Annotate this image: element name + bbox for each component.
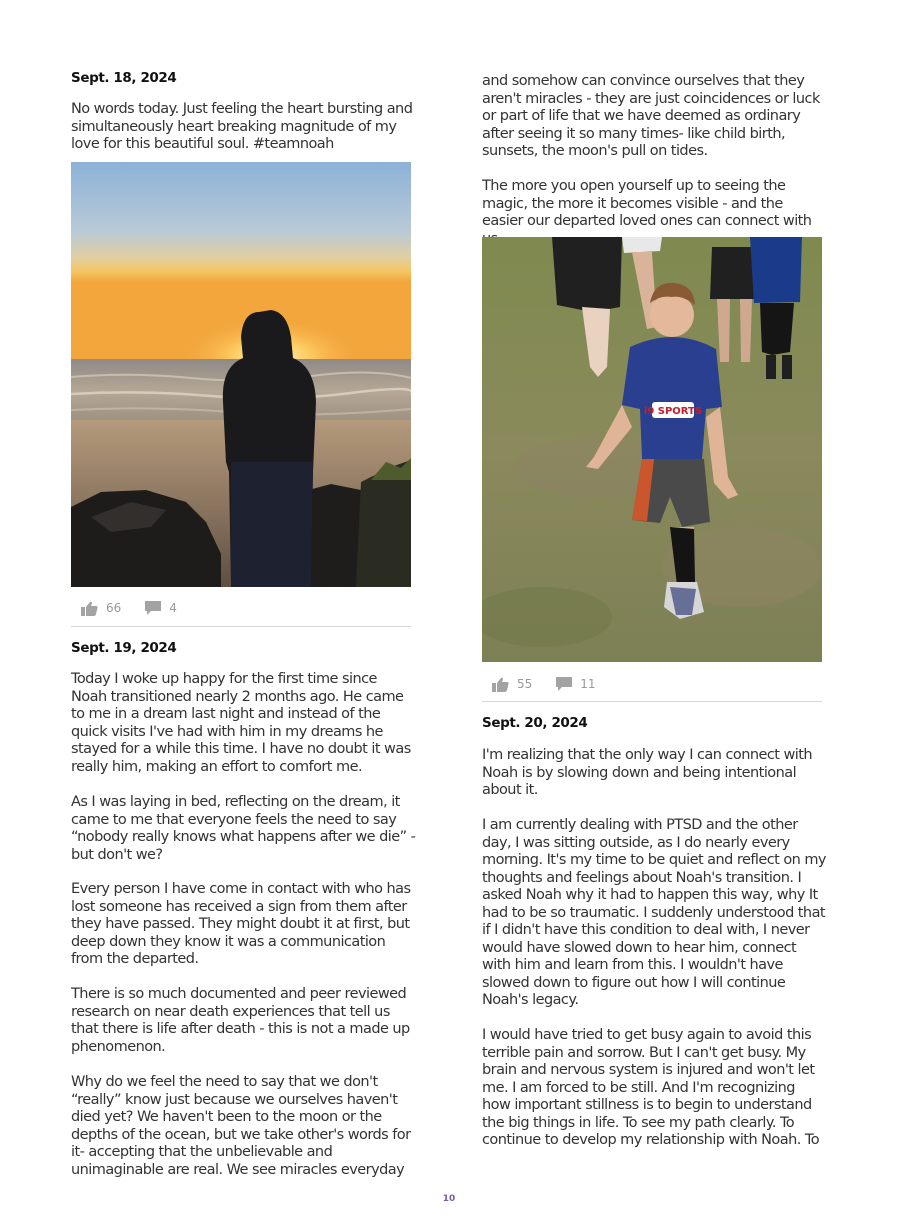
entry-date: Sept. 18, 2024 xyxy=(71,70,177,86)
entry-divider xyxy=(71,626,411,627)
like-count: 55 xyxy=(517,677,533,691)
comment-count: 11 xyxy=(580,677,596,691)
reaction-bar xyxy=(81,598,177,618)
sunset-photo xyxy=(71,162,411,587)
entry-paragraph: I am currently dealing with PTSD and the other day, I was sitting outside, as I do nearly every morning. It's my time to be quiet and reflect on my thoughts and feelings about Noah's transition. I asked Noah why it had to happen this way, why It had to be so traumatic. I suddenly understood that if I didn't have this condition to deal with, I never would have slowed down to hear him, connect with him and learn from this. I wouldn't have slowed down to figure out how I will continue Noah's legacy. xyxy=(482,817,826,1008)
thumbs-up-icon[interactable] xyxy=(81,601,98,616)
comment-count: 4 xyxy=(169,601,177,615)
jersey-text: i9 SPORTS xyxy=(643,406,703,417)
entry-date: Sept. 19, 2024 xyxy=(71,640,177,656)
entry-paragraph: There is so much documented and peer reviewed research on near death experiences that tell us that there is life after death - this is not a made up phenomenon. xyxy=(71,986,410,1055)
reaction-bar xyxy=(492,674,596,694)
entry-paragraph: and somehow can convince ourselves that they aren't miracles - they are just coincidences or luck or part of life that we have deemed as ordinary after seeing it so many times- like child birth, sunsets, the moon's pull on tides. xyxy=(482,73,820,159)
page-number: 10 xyxy=(442,1194,456,1204)
entry-paragraph: As I was laying in bed, reflecting on the dream, it came to me that everyone feels the need to say “nobody really knows what happens after we die” - but don't we? xyxy=(71,794,416,863)
like-count: 66 xyxy=(106,601,122,615)
entry-date: Sept. 20, 2024 xyxy=(482,715,588,731)
entry-paragraph: I'm realizing that the only way I can connect with Noah is by slowing down and being intentional about it. xyxy=(482,747,813,798)
comment-icon[interactable] xyxy=(145,601,161,616)
soccer-photo xyxy=(482,237,822,662)
entry-paragraph: I would have tried to get busy again to avoid this terrible pain and sorrow. But I can't get busy. My brain and nervous system is injured and won't let me. I am forced to be still. And I'm recognizing how important stillness is to begin to understand the big things in life. To see my path clearly. To continue to develop my relationship with Noah. To xyxy=(482,1027,820,1148)
comment-icon[interactable] xyxy=(556,677,572,692)
entry-paragraph: Today I woke up happy for the first time since Noah transitioned nearly 2 months ago. He came to me in a dream last night and instead of the quick visits I've had with him in my dreams he stayed for a while this time. I have no doubt it was really him, making an effort to comfort me. xyxy=(71,671,411,775)
entry-paragraph: The more you open yourself up to seeing the magic, the more it becomes visible - and the easier our departed loved ones can connect with xyxy=(482,178,812,229)
entry-text: No words today. Just feeling the heart bursting and simultaneously heart breaking magnitude of my love for this beautiful soul. #teamnoah xyxy=(71,101,413,152)
entry-paragraph: Every person I have come in contact with who has lost someone has received a sign from them after they have passed. They might doubt it at first, but deep down they know it was a communication from the departed. xyxy=(71,881,411,967)
entry-paragraph: Why do we feel the need to say that we don't “really” know just because we ourselves haven't died yet? We haven't been to the moon or the depths of the ocean, but we take other's words for it- accepting that the unbelievable and unimaginable are real. We see miracles everyday xyxy=(71,1074,411,1178)
entry-divider xyxy=(482,701,822,702)
thumbs-up-icon[interactable] xyxy=(492,677,509,692)
